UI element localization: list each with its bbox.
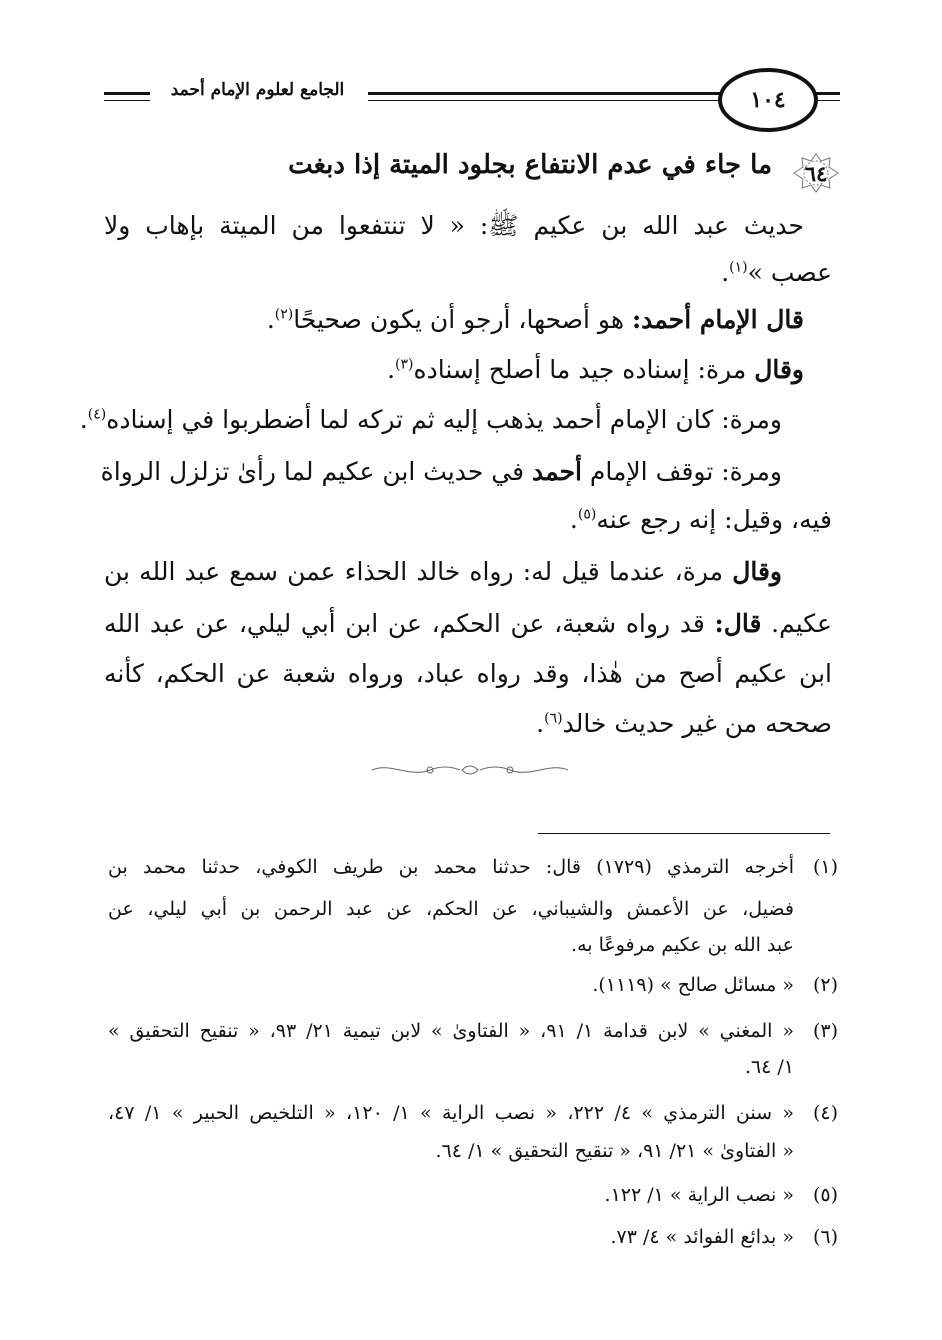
footnote-2-line-1: « مسائل صالح » (١١١٩). [592, 974, 794, 996]
footnote-3-number: (٣) [812, 1020, 838, 1042]
footnote-4-line-2: « الفتاوىٰ » ٢١/ ٩١، « تنقيح التحقيق » ١/ ٦٤. [435, 1140, 794, 1162]
footnote-3-line-1: « المغني » لابن قدامة ١/ ٩١، « الفتاوىٰ » لابن تيمية ٢١/ ٩٣، « تنقيح التحقيق » [108, 1020, 794, 1042]
divider-ornament-icon [370, 762, 570, 778]
paragraph-6-line-1: وقال مرة، عندما قيل له: رواه خالد الحذاء عمن سمع عبد الله بن [104, 557, 782, 586]
header-rule-left [104, 92, 150, 95]
paragraph-1-line-1: حديث عبد الله بن عكيم ﷺ: « لا تنتفعوا من الميتة بإهاب ولا [104, 211, 804, 240]
footnote-6-line-1: « بدائع الفوائد » ٤/ ٧٣. [610, 1226, 794, 1248]
footnote-6-number: (٦) [812, 1226, 838, 1248]
section-number: ٦٤ [804, 160, 828, 186]
footnote-1-line-2: فضيل، عن الأعمش والشيباني، عن الحكم، عن عبد الرحمن بن أبي ليلي، عن [108, 898, 794, 920]
running-title: الجامع لعلوم الإمام أحمد [170, 80, 345, 100]
footnote-1-number: (١) [812, 856, 838, 878]
footnote-4-number: (٤) [812, 1102, 838, 1124]
footnote-5-number: (٥) [812, 1184, 838, 1206]
paragraph-6-line-4: صححه من غير حديث خالد$^{(٦)}$. [536, 709, 832, 738]
footnote-1-line-3: عبد الله بن عكيم مرفوعًا به. [571, 934, 794, 956]
footnote-ref-6: (٦) [544, 710, 563, 727]
footnote-3-line-2: ١/ ٦٤. [744, 1056, 794, 1078]
footnote-4-line-1: « سنن الترمذي » ٤/ ٢٢٢، « نصب الراية » ١/ ١٢٠، « التلخيص الحبير » ١/ ٤٧، [108, 1102, 794, 1124]
paragraph-2: قال الإمام أحمد: هو أصحها، أرجو أن يكون صحيحًا$^{(٢)}$. [266, 305, 804, 334]
footnote-1-line-1: أخرجه الترمذي (١٧٢٩) قال: حدثنا محمد بن طريف الكوفي، حدثنا محمد بن [108, 856, 794, 878]
footnote-ref-4: (٤) [87, 406, 107, 423]
paragraph-6-line-2: عكيم. قال: قد رواه شعبة، عن الحكم، عن ابن أبي ليلي، عن عبد الله [104, 609, 832, 638]
paragraph-6-line-3: ابن عكيم أصح من هٰذا، وقد رواه عباد، ورواه شعبة عن الحكم، كأنه [104, 659, 832, 688]
paragraph-3: وقال مرة: إسناده جيد ما أصلح إسناده$^{(٣)}$. [387, 355, 804, 384]
footnote-ref-5: (٥) [577, 506, 597, 523]
paragraph-5-line-1: ومرة: توقف الإمام أحمد في حديث ابن عكيم لما رأىٰ تزلزل الرواة [100, 457, 782, 486]
footnote-ref-2: (٢) [274, 306, 294, 323]
footnote-separator [538, 833, 830, 834]
header-rule-left-thin [104, 100, 150, 101]
paragraph-5-line-2: فيه، وقيل: إنه رجع عنه$^{(٥)}$. [569, 505, 832, 534]
paragraph-1-line-2: عصب »$^{(١)}$. [721, 258, 832, 287]
footnote-ref-1: (١) [729, 259, 748, 276]
paragraph-4: ومرة: كان الإمام أحمد يذهب إليه ثم تركه لما أضطربوا في إسناده$^{(٤)}$. [79, 405, 782, 434]
header-rule-middle [368, 92, 720, 95]
footnote-2-number: (٢) [812, 974, 838, 996]
section-title: ما جاء في عدم الانتفاع بجلود الميتة إذا دبغت [288, 150, 772, 180]
footnote-ref-3: (٣) [395, 356, 414, 373]
footnote-5-line-1: « نصب الراية » ١/ ١٢٢. [604, 1184, 794, 1206]
page-number: ١٠٤ [718, 68, 818, 132]
header-rule-middle-thin [368, 100, 720, 101]
